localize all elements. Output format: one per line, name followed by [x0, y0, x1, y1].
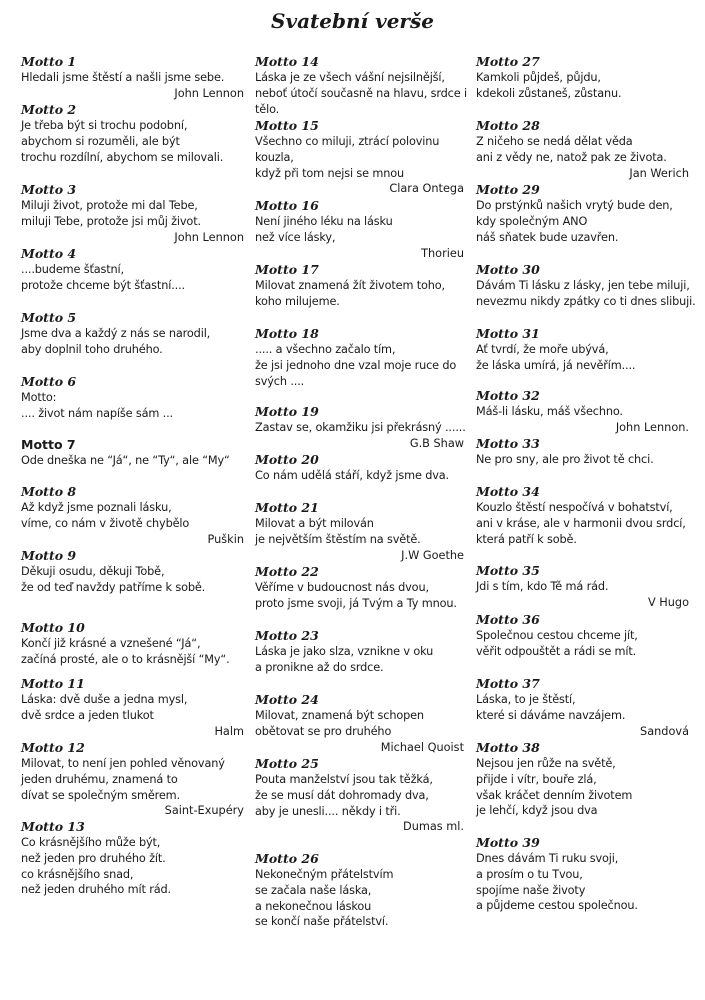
motto-line: Jdi s tím, kdo Tě má rád.	[476, 580, 609, 593]
motto-line: Nejsou jen růže na světě,	[476, 757, 616, 770]
motto-line: a nekonečnou láskou	[255, 899, 372, 913]
motto-block	[21, 246, 244, 294]
motto-line: Milovat a být milován	[255, 517, 374, 530]
motto-line: Láska: dvě duše a jedna mysl,	[21, 693, 188, 706]
motto-line: trochu rozdílní, abychom se milovali.	[21, 150, 224, 164]
motto-block	[255, 500, 464, 563]
motto-line: se začala naše láska,	[255, 883, 372, 897]
motto-block	[255, 756, 464, 835]
motto-block	[21, 620, 244, 668]
motto-line: obětovat se pro druhého	[255, 724, 392, 738]
motto-line: Do prstýnků našich vrytý bude den,	[476, 199, 673, 212]
motto-heading: Motto 16	[255, 198, 319, 213]
motto-line: Pouta manželství jsou tak těžká,	[255, 773, 433, 786]
motto-heading: Motto 6	[21, 374, 77, 389]
motto-block	[476, 436, 689, 468]
motto-heading: Motto 17	[255, 262, 319, 277]
motto-line: Až když jsme poznali lásku,	[21, 501, 172, 514]
motto-line: nevezmu nikdy zpátky co ti dnes slibuji.	[476, 294, 696, 308]
motto-heading: Motto 39	[476, 835, 540, 850]
motto-line: co krásnějšího snad,	[21, 867, 134, 881]
motto-block	[476, 54, 689, 102]
motto-line: kouzla,	[255, 150, 294, 164]
motto-line: Ode dneška ne “Já“, ne “Ty“, ale “My“	[21, 454, 230, 467]
motto-heading: Motto 26	[255, 851, 319, 866]
motto-line: ..... a všechno začalo tím,	[255, 343, 396, 356]
motto-block	[255, 452, 464, 484]
motto-line: spojíme naše životy	[476, 883, 586, 897]
motto-line: .... život nám napíše sám ...	[21, 406, 173, 420]
motto-heading: Motto 33	[476, 436, 540, 451]
motto-author: G.B Shaw	[409, 436, 464, 450]
motto-author: Saint-Exupéry	[164, 804, 244, 818]
motto-heading: Motto 27	[476, 54, 540, 69]
motto-line: se končí naše přátelství.	[255, 915, 389, 929]
motto-block	[476, 388, 689, 436]
motto-line: Láska je jako slza, vznikne v oku	[255, 645, 434, 658]
motto-line: proto jsme svoji, já Tvým a Ty mnou.	[255, 596, 457, 610]
motto-line: neboť útočí současně na hlavu, srdce i	[255, 86, 467, 100]
motto-heading: Motto 5	[21, 310, 77, 325]
motto-line: Milovat, znamená být schopen	[255, 709, 424, 722]
motto-line: dvě srdce a jeden tlukot	[21, 708, 154, 722]
motto-line: že se musí dát dohromady dva,	[255, 788, 429, 802]
motto-block	[21, 676, 244, 739]
motto-block	[255, 564, 464, 612]
motto-line: Není jiného léku na lásku	[255, 215, 393, 228]
motto-block	[255, 198, 464, 261]
motto-block	[255, 404, 464, 452]
motto-heading: Motto 8	[21, 484, 77, 499]
motto-line: Z ničeho se nedá dělat věda	[476, 135, 633, 148]
motto-heading: Motto 30	[476, 262, 540, 277]
motto-heading: Motto 11	[21, 676, 85, 691]
motto-line: však kráčet denním životem	[476, 788, 633, 802]
motto-block	[476, 182, 689, 245]
motto-block	[255, 118, 464, 197]
motto-heading: Motto 36	[476, 612, 540, 627]
motto-line: protože chceme být šťastní....	[21, 278, 185, 292]
motto-heading: Motto 35	[476, 563, 540, 578]
motto-line: že jsi jednoho dne vzal moje ruce do	[255, 358, 457, 372]
motto-heading: Motto 34	[476, 484, 540, 499]
motto-line: Dávám Ti lásku z lásky, jen tebe miluji,	[476, 279, 690, 292]
motto-block	[21, 437, 244, 469]
motto-heading: Motto 1	[21, 54, 77, 69]
motto-block	[476, 612, 689, 660]
motto-block	[21, 740, 244, 819]
motto-line: Máš-li lásku, máš všechno.	[476, 405, 623, 418]
motto-line: a prosím o tu Tvou,	[476, 867, 583, 881]
motto-heading: Motto 10	[21, 620, 85, 635]
motto-author: Sandová	[640, 724, 689, 738]
motto-heading: Motto 15	[255, 118, 319, 133]
motto-block	[255, 262, 464, 310]
motto-block	[476, 563, 689, 611]
motto-line: tělo.	[255, 102, 280, 116]
motto-author: Halm	[214, 724, 244, 738]
motto-heading: Motto 21	[255, 500, 319, 515]
page-title: Svatební verše	[271, 9, 434, 33]
motto-block	[21, 102, 244, 165]
motto-line: že od teď navždy patříme k sobě.	[21, 580, 206, 594]
motto-line: Milovat znamená žít životem toho,	[255, 279, 445, 292]
motto-line: než jeden druhého mít rád.	[21, 883, 171, 897]
motto-line: ani z vědy ne, natož pak ze života.	[476, 150, 667, 164]
motto-line: když při tom nejsi se mnou	[255, 166, 405, 180]
motto-heading: Motto 31	[476, 326, 540, 341]
motto-line: svých ....	[255, 374, 305, 388]
motto-block	[476, 740, 689, 819]
motto-author: Thorieu	[421, 246, 464, 260]
motto-line: náš sňatek bude uzavřen.	[476, 230, 619, 244]
motto-line: přijde i vítr, bouře zlá,	[476, 772, 597, 786]
motto-line: Co nám udělá stáří, když jsme dva.	[255, 469, 449, 482]
motto-line: ani v kráse, ale v harmonii dvou srdcí,	[476, 516, 686, 530]
motto-line: Děkuji osudu, děkuji Tobě,	[21, 565, 165, 578]
motto-block	[476, 676, 689, 739]
motto-block	[476, 835, 689, 914]
motto-author: V Hugo	[647, 595, 689, 609]
motto-block	[255, 54, 467, 117]
motto-line: kdekoli zůstaneš, zůstanu.	[476, 86, 622, 100]
motto-heading: Motto 9	[21, 548, 77, 563]
motto-block	[255, 628, 464, 676]
motto-line: Miluji život, protože mi dal Tebe,	[21, 199, 198, 212]
motto-line: věřit odpouštět a rádi se mít.	[476, 644, 637, 658]
motto-author: John Lennon.	[615, 420, 689, 434]
motto-line: aby je unesli.... někdy i tři.	[255, 804, 401, 818]
motto-line: kdy společným ANO	[476, 214, 588, 228]
motto-heading: Motto 29	[476, 182, 540, 197]
motto-line: Ať tvrdí, že moře ubývá,	[476, 343, 609, 356]
motto-line: Zastav se, okamžiku jsi překrásný ......	[255, 421, 466, 434]
motto-block	[21, 310, 244, 358]
motto-heading: Motto 14	[255, 54, 319, 69]
motto-author: John Lennon	[174, 86, 244, 100]
motto-block	[21, 182, 244, 245]
motto-line: a pronikne až do srdce.	[255, 660, 384, 674]
motto-heading: Motto 13	[21, 819, 85, 834]
motto-line: dívat se společným směrem.	[21, 788, 180, 802]
motto-line: které si dáváme navzájem.	[476, 708, 626, 722]
motto-line: víme, co nám v životě chybělo	[21, 516, 190, 530]
motto-heading: Motto 12	[21, 740, 85, 755]
motto-heading: Motto 37	[476, 676, 540, 691]
motto-heading: Motto 38	[476, 740, 540, 755]
motto-line: že láska umírá, já nevěřím....	[476, 358, 636, 372]
motto-block	[21, 819, 244, 898]
motto-heading: Motto 2	[21, 102, 77, 117]
motto-line: Nekonečným přátelstvím	[255, 868, 394, 881]
motto-heading: Motto 3	[21, 182, 77, 197]
motto-heading: Motto 25	[255, 756, 319, 771]
motto-heading: Motto 32	[476, 388, 540, 403]
motto-line: Dnes dávám Ti ruku svoji,	[476, 852, 619, 865]
motto-line: Končí již krásné a vznešené “Já“,	[21, 637, 201, 650]
motto-line: Kamkoli půjdeš, půjdu,	[476, 71, 601, 84]
motto-heading: Motto 22	[255, 564, 319, 579]
motto-block	[476, 262, 696, 310]
motto-line: Je třeba být si trochu podobní,	[21, 119, 188, 132]
motto-block	[255, 326, 464, 389]
motto-block	[255, 692, 464, 755]
motto-block	[476, 118, 689, 181]
motto-author: Puškin	[207, 532, 244, 546]
motto-line: která patří k sobě.	[476, 532, 577, 546]
motto-block	[476, 484, 689, 547]
motto-line: aby doplnil toho druhého.	[21, 342, 163, 356]
motto-line: Kouzlo štěstí nespočívá v bohatství,	[476, 501, 673, 514]
motto-line: Milovat, to není jen pohled věnovaný	[21, 757, 225, 770]
motto-line: jeden druhému, znamená to	[21, 772, 178, 786]
motto-heading: Motto 4	[21, 246, 77, 261]
motto-heading: Motto 28	[476, 118, 540, 133]
motto-heading: Motto 7	[21, 437, 76, 452]
motto-line: ....budeme šťastní,	[21, 263, 124, 276]
motto-line: Jsme dva a každý z nás se narodil,	[21, 327, 211, 340]
motto-line: koho milujeme.	[255, 294, 340, 308]
motto-line: Co krásnějšího může být,	[21, 836, 161, 849]
motto-author: Dumas ml.	[403, 820, 464, 834]
motto-line: než jeden pro druhého žít.	[21, 851, 166, 865]
motto-line: Věříme v budoucnost nás dvou,	[255, 581, 429, 594]
motto-line: Společnou cestou chceme jít,	[476, 629, 638, 642]
motto-line: začíná prosté, ale o to krásnější “My“.	[21, 652, 230, 666]
motto-line: Láska, to je štěstí,	[476, 693, 576, 706]
motto-author: Jan Werich	[629, 166, 689, 180]
motto-heading: Motto 18	[255, 326, 319, 341]
motto-block	[476, 326, 689, 374]
motto-line: než více lásky,	[255, 230, 336, 244]
motto-block	[21, 374, 244, 422]
motto-heading: Motto 19	[255, 404, 319, 419]
motto-block	[21, 484, 244, 547]
motto-line: a půjdeme cestou společnou.	[476, 899, 638, 913]
motto-line: Motto:	[21, 391, 57, 404]
motto-line: Hledali jsme štěstí a našli jsme sebe.	[21, 71, 225, 84]
motto-block	[21, 548, 244, 596]
motto-author: John Lennon	[174, 230, 244, 244]
motto-line: Ne pro sny, ale pro život tě chci.	[476, 453, 654, 466]
motto-heading: Motto 23	[255, 628, 319, 643]
motto-author: J.W Goethe	[401, 548, 464, 562]
motto-author: Clara Ontega	[389, 182, 464, 196]
motto-line: Láska je ze všech vášní nejsilnější,	[255, 71, 445, 84]
motto-heading: Motto 24	[255, 692, 319, 707]
motto-line: Všechno co miluji, ztrácí polovinu	[255, 135, 440, 148]
motto-line: miluji Tebe, protože jsi můj život.	[21, 214, 201, 228]
motto-line: je lehčí, když jsou dva	[476, 804, 598, 818]
motto-line: abychom si rozuměli, ale být	[21, 134, 180, 148]
motto-block	[21, 54, 244, 102]
motto-author: Michael Quoist	[380, 740, 464, 754]
motto-heading: Motto 20	[255, 452, 319, 467]
motto-block	[255, 851, 464, 930]
motto-line: je největším štěstím na světě.	[255, 532, 421, 546]
